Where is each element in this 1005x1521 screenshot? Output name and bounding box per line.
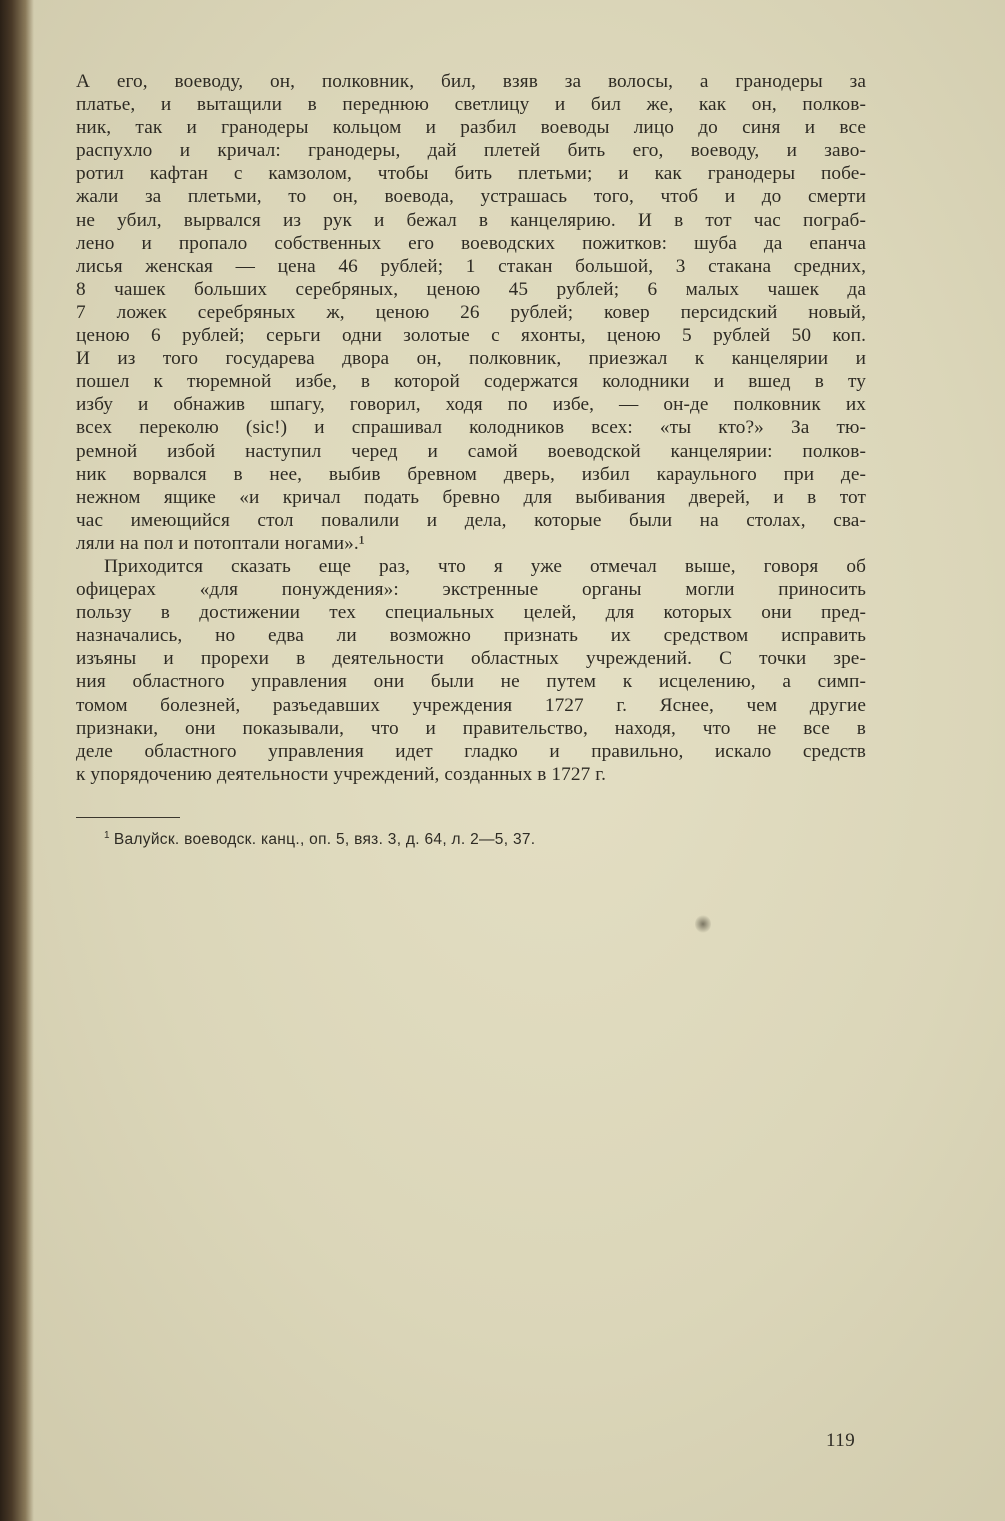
- page-number: 119: [826, 1430, 856, 1451]
- text-line: А его, воеводу, он, полковник, бил, взяв за волосы, а гранодеры за: [76, 71, 866, 92]
- text-line: ремной избой наступил черед и самой воеводской канцелярии: полков-: [76, 440, 866, 462]
- text-line: распухло и кричал: гранодеры, дай плетей бить его, воеводу, и заво-: [76, 140, 866, 162]
- text-line: признаки, они показывали, что и правительство, находя, что не все в: [76, 717, 866, 739]
- text-line: офицерах «для понуждения»: экстренные органы могли приносить: [76, 579, 866, 601]
- text-line: пользу в достижении тех специальных целей, для которых они пред-: [76, 602, 866, 624]
- text-line: И из того государева двора он, полковник, приезжал к канцелярии и: [76, 348, 866, 370]
- footnote-text: Валуйск. воеводск. канц., оп. 5, вяз. 3, д. 64, л. 2—5, 37.: [113, 831, 536, 848]
- text-line: 7 ложек серебряных ж, ценою 26 рублей; ковер персидский новый,: [76, 301, 866, 323]
- main-text: [76, 70, 866, 786]
- text-line: пошел к тюремной избе, в которой содержатся колодники и вшед в ту: [76, 371, 866, 393]
- book-binding-edge: [0, 0, 34, 1521]
- text-line: деле областного управления идет гладко и правильно, искало средств: [76, 740, 866, 762]
- ink-smudge: [695, 915, 711, 933]
- text-line: лено и пропало собственных его воеводских пожитков: шуба да епанча: [76, 232, 866, 254]
- text-line: к упорядочению деятельности учреждений, созданных в 1727 г.: [76, 763, 607, 785]
- text-line: Приходится сказать еще раз, что я уже отмечал выше, говоря об: [104, 555, 866, 577]
- footnote-marker: 1: [104, 830, 110, 841]
- text-line: лисья женская — цена 46 рублей; 1 стакан большой, 3 стакана средних,: [76, 255, 866, 277]
- text-line: томом болезней, разъедавших учреждения 1727 г. Яснее, чем другие: [76, 694, 866, 716]
- text-line: всех переколю (sic!) и спрашивал колодников всех: «ты кто?» За тю-: [76, 417, 866, 439]
- text-line: изъяны и прорехи в деятельности областных учреждений. С точки зре-: [76, 648, 866, 670]
- text-line: не убил, вырвался из рук и бежал в канцелярию. И в тот час пограб-: [76, 209, 866, 231]
- paragraph-2: [76, 555, 866, 786]
- text-line: 8 чашек больших серебряных, ценою 45 рублей; 6 малых чашек да: [76, 278, 866, 300]
- text-line: нежном ящике «и кричал подать бревно для выбивания дверей, и в тот: [76, 486, 866, 508]
- paragraph-1: [76, 70, 866, 555]
- text-line: ник, так и гранодеры кольцом и разбил воеводы лицо до синя и все: [76, 117, 866, 139]
- text-line: ния областного управления они были не путем к исцелению, а симп-: [76, 671, 866, 693]
- footnote-divider: [76, 817, 180, 818]
- footnote: [104, 826, 535, 850]
- text-line: платье, и вытащили в переднюю светлицу и бил же, как он, полков-: [76, 94, 866, 116]
- text-line: ник ворвался в нее, выбив бревном дверь, избил караульного при де-: [76, 463, 866, 485]
- text-line: назначались, но едва ли возможно признать их средством исправить: [76, 625, 866, 647]
- text-line: избу и обнажив шпагу, говорил, ходя по избе, — он-де полковник их: [76, 394, 866, 416]
- text-line: жали за плетьми, то он, воевода, устрашась того, чтоб и до смерти: [76, 186, 866, 208]
- text-line: ценою 6 рублей; серьги одни золотые с яхонты, ценою 5 рублей 50 коп.: [76, 325, 866, 347]
- text-line: ляли на пол и потоптали ногами».¹: [76, 532, 365, 554]
- text-line: час имеющийся стол повалили и дела, которые были на столах, сва-: [76, 509, 866, 531]
- text-line: ротил кафтан с камзолом, чтобы бить плетьми; и как гранодеры побе-: [76, 163, 866, 185]
